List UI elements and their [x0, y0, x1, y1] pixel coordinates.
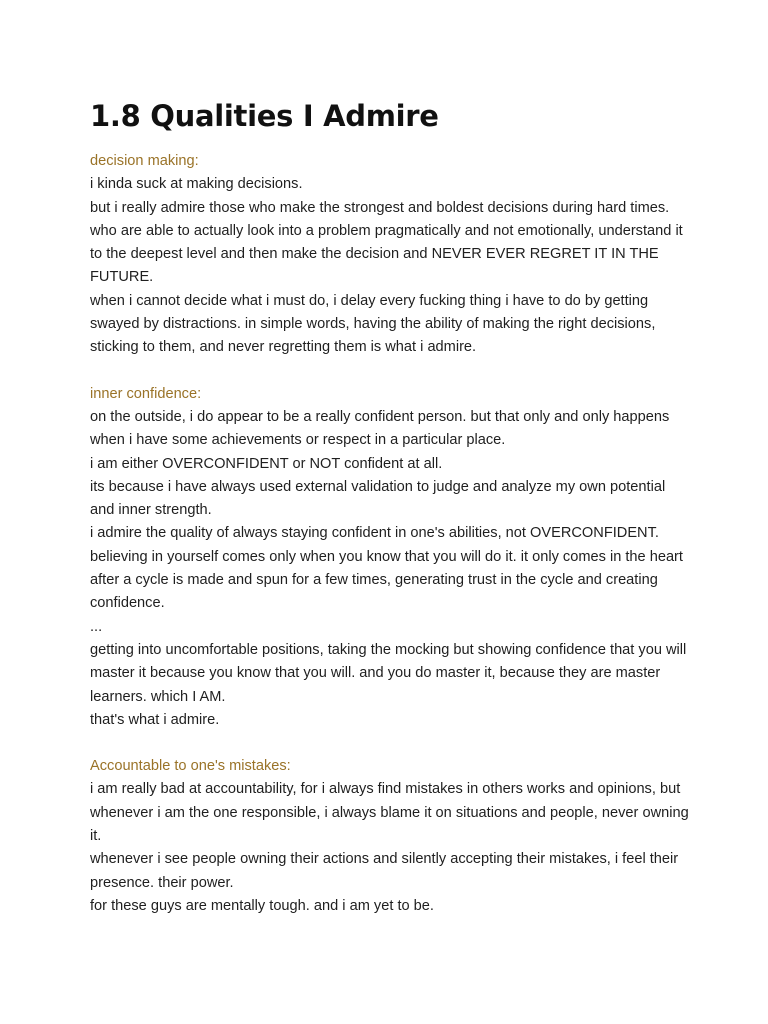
paragraph: i am really bad at accountability, for i always find mistakes in others works and opinions, but whenever i am the one responsible, i always blame it on situations and people, never owning it.	[90, 781, 689, 845]
paragraph: getting into uncomfortable positions, taking the mocking but showing confidence that you will master it because you know that you will. and you do master it, because they are master learners. which I AM.	[90, 641, 687, 705]
section-heading: decision making:	[90, 153, 199, 169]
section-accountability	[90, 755, 690, 918]
section-heading: inner confidence:	[90, 385, 202, 402]
paragraph: for these guys are mentally tough. and i am yet to be.	[90, 897, 434, 914]
paragraph: but i really admire those who make the strongest and boldest decisions during hard times. who are able to actually look into a problem pragmatically and not emotionally, understand it to the deepest level and then make the decision and NEVER EVER REGRET IT IN THE FUTURE.	[90, 199, 683, 286]
document-body	[90, 96, 690, 941]
paragraph: its because i have always used external validation to judge and analyze my own potential and inner strength.	[90, 478, 666, 519]
paragraph: on the outside, i do appear to be a really confident person. but that only and only happens when i have some achievements or respect in a particular place.	[90, 408, 670, 449]
section-decision-making	[90, 150, 690, 360]
section-inner-confidence	[90, 383, 690, 732]
paragraph: i kinda suck at making decisions.	[90, 176, 303, 193]
paragraph: i admire the quality of always staying confident in one's abilities, not OVERCONFIDENT. believing in yourself comes only when you know that you will do it. it only comes in the heart after a cycle is made and spun for a few times, generating trust in the cycle and creating confidence.	[90, 525, 683, 612]
paragraph: that's what i admire.	[90, 711, 220, 728]
paragraph: ...	[90, 618, 103, 635]
section-heading: Accountable to one's mistakes:	[90, 758, 291, 775]
paragraph: when i cannot decide what i must do, i delay every fucking thing i have to do by getting swayed by distractions. in simple words, having the ability of making the right decisions, sticking to them, and never regretting them is what i admire.	[90, 292, 656, 356]
paragraph: whenever i see people owning their actions and silently accepting their mistakes, i feel their presence. their power.	[90, 851, 679, 891]
page-title: 1.8 Qualities I Admire	[90, 99, 439, 133]
paragraph: i am either OVERCONFIDENT or NOT confident at all.	[90, 455, 443, 472]
